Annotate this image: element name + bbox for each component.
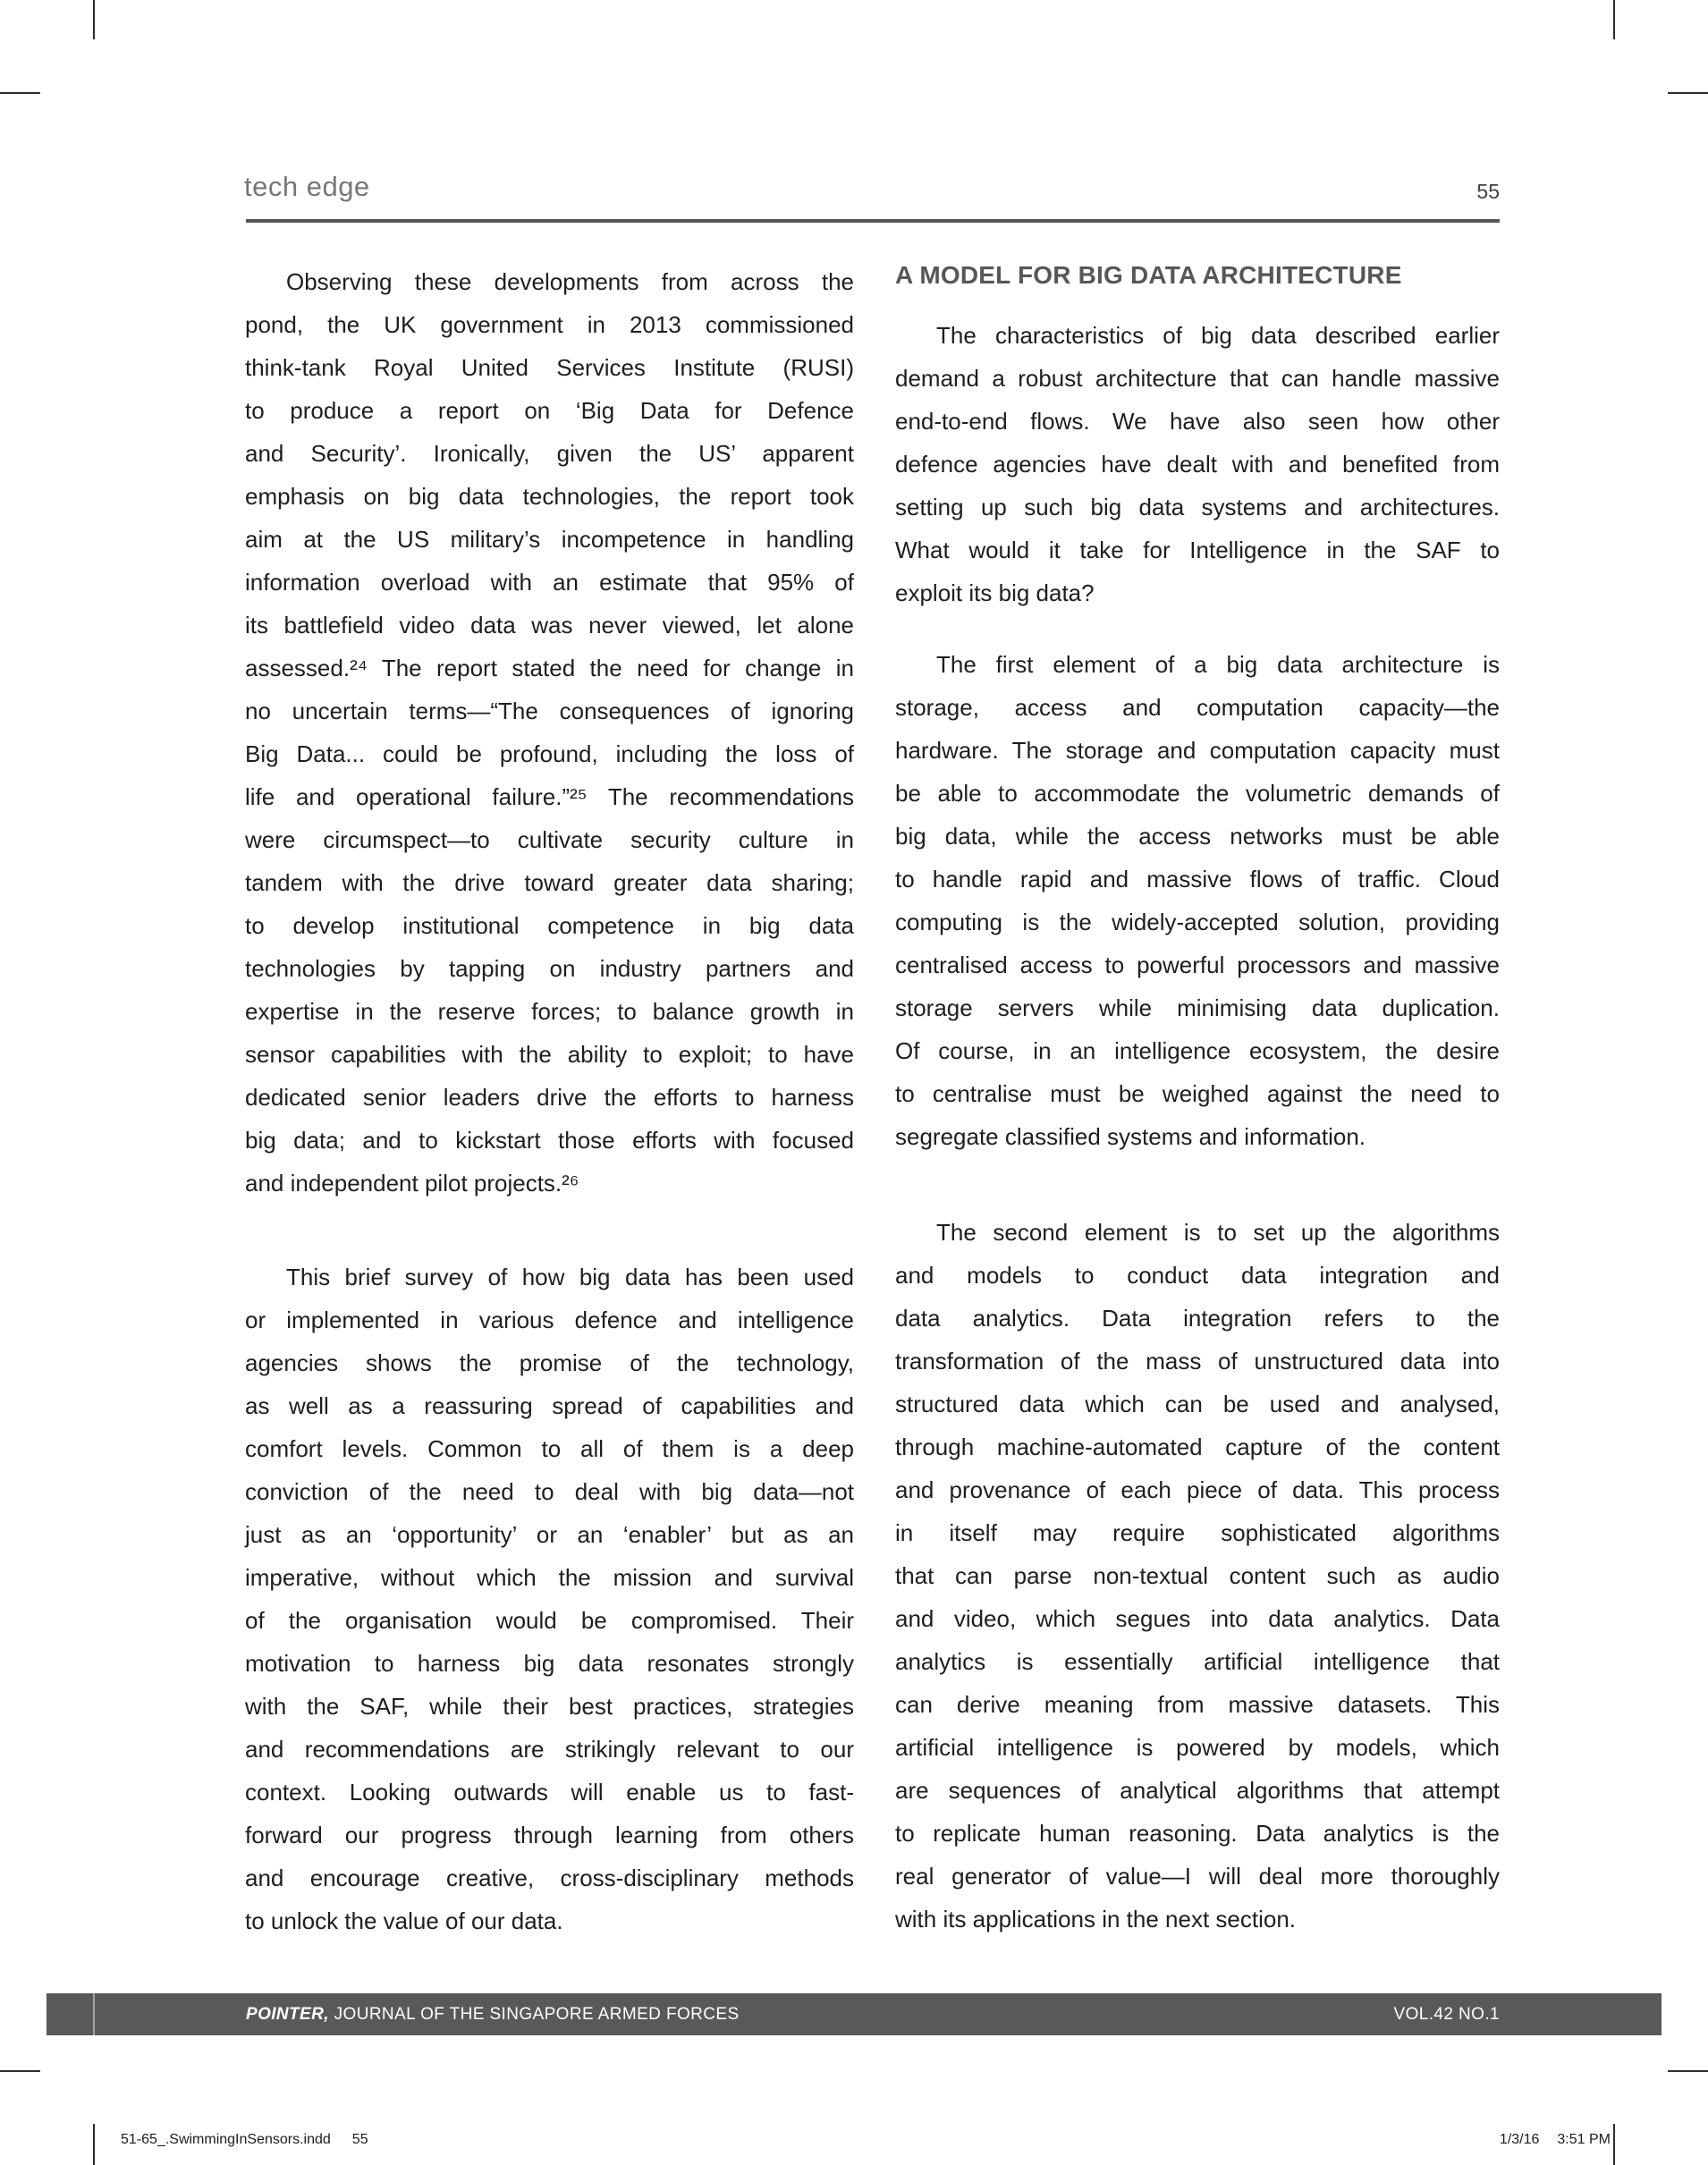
text-line: conviction of the need to deal with big data—not bbox=[245, 1478, 854, 1505]
issue-label: VOL.42 NO.1 bbox=[1393, 2004, 1500, 2024]
text-line: information overload with an estimate that 95% of bbox=[245, 569, 854, 596]
prepress-filename-line bbox=[121, 2132, 368, 2148]
text-line: storage, access and computation capacity—the bbox=[895, 694, 1500, 721]
footer-bar bbox=[47, 1993, 1661, 2035]
text-line: were circumspect—to cultivate security culture in bbox=[245, 826, 854, 853]
text-line: expertise in the reserve forces; to balance growth in bbox=[245, 998, 854, 1025]
paragraph bbox=[895, 314, 1500, 614]
paragraph bbox=[895, 1211, 1500, 1941]
text-line: Observing these developments from across the bbox=[286, 268, 854, 295]
text-line: transformation of the mass of unstructured data into bbox=[895, 1348, 1500, 1374]
text-line: segregate classified systems and information. bbox=[895, 1123, 1366, 1150]
crop-mark-top-left-vertical bbox=[93, 0, 95, 39]
crop-mark-top-right-horizontal bbox=[1668, 92, 1708, 94]
text-line: to handle rapid and massive flows of traffic. Cloud bbox=[895, 866, 1500, 892]
text-line: and recommendations are strikingly relevant to our bbox=[245, 1736, 854, 1763]
text-line: or implemented in various defence and intelligence bbox=[245, 1307, 854, 1333]
text-line: sensor capabilities with the ability to exploit; to have bbox=[245, 1041, 854, 1068]
prepress-timestamp bbox=[1342, 2132, 1611, 2148]
text-line: structured data which can be used and analysed, bbox=[895, 1391, 1500, 1417]
text-line: end-to-end flows. We have also seen how other bbox=[895, 408, 1500, 435]
text-line: hardware. The storage and computation capacity must bbox=[895, 737, 1500, 764]
text-line: assessed.²⁴ The report stated the need for change in bbox=[245, 655, 854, 681]
text-line: of the organisation would be compromised. Their bbox=[245, 1607, 854, 1634]
text-line: Of course, in an intelligence ecosystem, the desire bbox=[895, 1037, 1500, 1064]
text-line: and video, which segues into data analytics. Data bbox=[895, 1605, 1500, 1632]
text-line: computing is the widely-accepted solution, providing bbox=[895, 909, 1500, 935]
header-rule bbox=[246, 219, 1500, 223]
text-line: agencies shows the promise of the technology, bbox=[245, 1349, 854, 1376]
text-line: defence agencies have dealt with and benefited from bbox=[895, 451, 1500, 478]
text-line: analytics is essentially artificial intelligence that bbox=[895, 1648, 1500, 1675]
prepress-date: 1/3/16 bbox=[1499, 2132, 1540, 2147]
crop-mark-top-left-horizontal bbox=[0, 92, 40, 94]
journal-title bbox=[246, 2005, 740, 2025]
text-line: The characteristics of big data described earlier bbox=[936, 322, 1500, 349]
text-line: tandem with the drive toward greater data sharing; bbox=[245, 869, 854, 896]
section-label: tech edge bbox=[244, 171, 370, 202]
journal-name: POINTER, bbox=[246, 2004, 329, 2024]
crop-mark-bottom-right-vertical bbox=[1613, 2124, 1615, 2165]
crop-mark-bar-slit bbox=[93, 1993, 95, 2035]
text-line: can derive meaning from massive datasets. This bbox=[895, 1691, 1500, 1718]
text-line: through machine-automated capture of the content bbox=[895, 1433, 1500, 1460]
journal-subtitle: JOURNAL OF THE SINGAPORE ARMED FORCES bbox=[328, 2004, 740, 2024]
text-line: real generator of value—I will deal more thoroughly bbox=[895, 1863, 1500, 1890]
text-line: emphasis on big data technologies, the report took bbox=[245, 483, 854, 510]
paragraph bbox=[245, 1256, 854, 1942]
text-line: think-tank Royal United Services Institute (RUSI) bbox=[245, 354, 854, 381]
text-line: to centralise must be weighed against the need to bbox=[895, 1080, 1500, 1107]
prepress-filename: 51-65_.SwimmingInSensors.indd bbox=[121, 2132, 331, 2147]
crop-mark-top-right-vertical bbox=[1613, 0, 1615, 39]
text-line: dedicated senior leaders drive the efforts to harness bbox=[245, 1084, 854, 1111]
text-line: life and operational failure.”²⁵ The recommendations bbox=[245, 783, 854, 810]
text-line: to replicate human reasoning. Data analytics is the bbox=[895, 1820, 1500, 1847]
paragraph bbox=[245, 260, 854, 1205]
text-line: to produce a report on ‘Big Data for Defence bbox=[245, 397, 854, 424]
paragraph bbox=[895, 643, 1500, 1158]
text-line: in itself may require sophisticated algorithms bbox=[895, 1519, 1500, 1546]
text-line: no uncertain terms—“The consequences of ignoring bbox=[245, 698, 854, 724]
text-line: This brief survey of how big data has been used bbox=[286, 1264, 854, 1290]
text-line: demand a robust architecture that can handle massive bbox=[895, 365, 1500, 392]
text-line: Big Data... could be profound, including the loss of bbox=[245, 740, 854, 767]
text-line: The first element of a big data architecture is bbox=[936, 651, 1500, 678]
text-line: and provenance of each piece of data. This process bbox=[895, 1476, 1500, 1503]
text-line: comfort levels. Common to all of them is a deep bbox=[245, 1435, 854, 1462]
text-line: with its applications in the next section. bbox=[895, 1906, 1297, 1932]
text-line: motivation to harness big data resonates strongly bbox=[245, 1650, 854, 1677]
text-line: and encourage creative, cross-disciplinary methods bbox=[245, 1865, 854, 1891]
text-line: What would it take for Intelligence in the SAF to bbox=[895, 537, 1500, 563]
text-line: are sequences of analytical algorithms that attempt bbox=[895, 1777, 1500, 1804]
text-line: The second element is to set up the algorithms bbox=[936, 1219, 1500, 1246]
text-line: data analytics. Data integration refers to the bbox=[895, 1305, 1500, 1332]
text-line: and models to conduct data integration and bbox=[895, 1262, 1500, 1289]
text-line: context. Looking outwards will enable us to fast- bbox=[245, 1779, 854, 1806]
text-line: artificial intelligence is powered by models, which bbox=[895, 1734, 1500, 1761]
text-line: and independent pilot projects.²⁶ bbox=[245, 1170, 579, 1197]
text-line: that can parse non-textual content such as audio bbox=[895, 1562, 1500, 1589]
text-line: centralised access to powerful processors and massive bbox=[895, 951, 1500, 978]
text-line: to unlock the value of our data. bbox=[245, 1907, 563, 1934]
text-line: big data; and to kickstart those efforts with focused bbox=[245, 1127, 854, 1154]
page-number: 55 bbox=[1476, 180, 1500, 203]
text-line: big data, while the access networks must be able bbox=[895, 823, 1500, 850]
text-line: forward our progress through learning from others bbox=[245, 1822, 854, 1848]
text-line: to develop institutional competence in big data bbox=[245, 912, 854, 939]
text-line: technologies by tapping on industry partners and bbox=[245, 955, 854, 982]
text-line: storage servers while minimising data duplication. bbox=[895, 994, 1500, 1021]
text-line: pond, the UK government in 2013 commissioned bbox=[245, 311, 854, 338]
text-line: just as an ‘opportunity’ or an ‘enabler’ but as an bbox=[245, 1521, 854, 1548]
crop-mark-bottom-left-vertical bbox=[93, 2124, 95, 2165]
crop-mark-bottom-left-horizontal bbox=[0, 2070, 40, 2072]
text-line: as well as a reassuring spread of capabilities and bbox=[245, 1392, 854, 1419]
text-line: with the SAF, while their best practices, strategies bbox=[245, 1693, 854, 1720]
prepress-time: 3:51 PM bbox=[1557, 2132, 1611, 2147]
text-line: its battlefield video data was never viewed, let alone bbox=[245, 612, 854, 639]
prepress-page: 55 bbox=[351, 2132, 368, 2147]
text-line: setting up such big data systems and architectures. bbox=[895, 494, 1500, 520]
text-line: aim at the US military’s incompetence in handling bbox=[245, 526, 854, 553]
section-heading: A MODEL FOR BIG DATA ARCHITECTURE bbox=[895, 261, 1402, 289]
text-line: be able to accommodate the volumetric demands of bbox=[895, 780, 1500, 807]
text-line: exploit its big data? bbox=[895, 579, 1095, 606]
text-line: imperative, without which the mission and survival bbox=[245, 1564, 854, 1591]
crop-mark-bottom-right-horizontal bbox=[1668, 2070, 1708, 2072]
text-line: and Security’. Ironically, given the US’ apparent bbox=[245, 440, 854, 467]
